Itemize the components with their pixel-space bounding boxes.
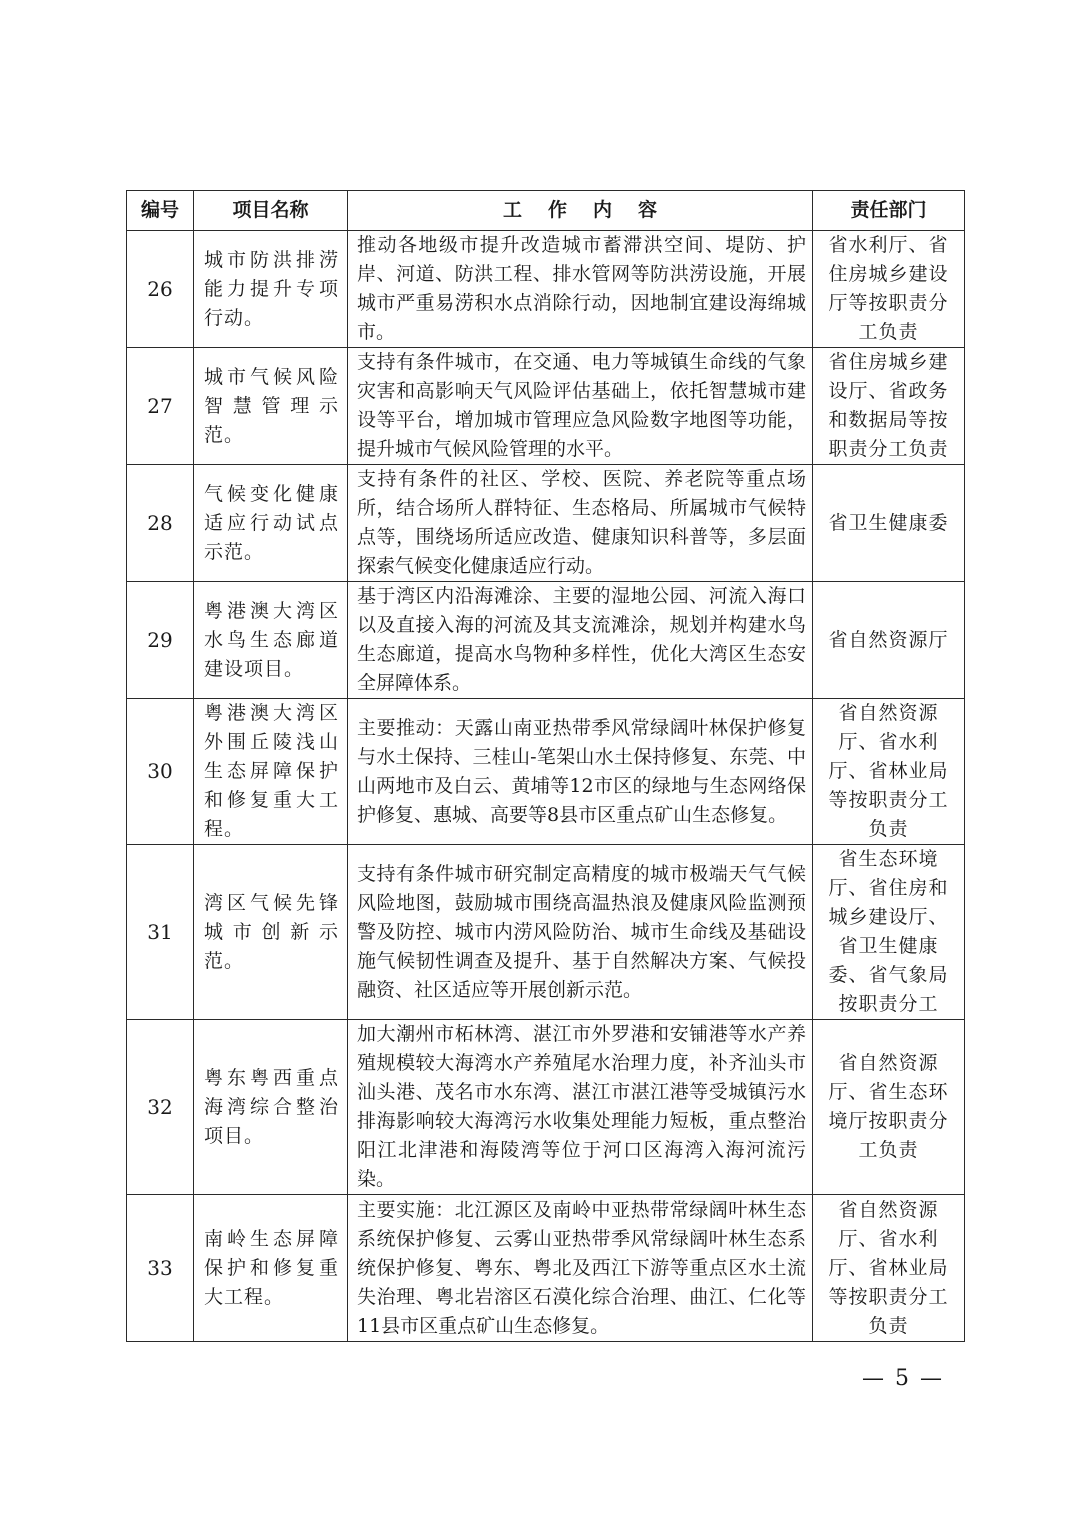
responsible-department: 省自然资源厅、省水利厅、省林业局等按职责分工负责 — [813, 1195, 965, 1342]
work-content: 支持有条件城市研究制定高精度的城市极端天气气候风险地图，鼓励城市围绕高温热浪及健康风险监测预警及防控、城市内涝风险防治、城市生命线及基础设施气候韧性调查及提升、基于自然解决方案、气候投融资、社区适应等开展创新示范。 — [348, 845, 813, 1020]
project-name: 南岭生态屏障保护和修复重大工程。 — [194, 1195, 348, 1342]
row-number: 28 — [127, 465, 194, 582]
responsible-department: 省住房城乡建设厅、省政务和数据局等按职责分工负责 — [813, 348, 965, 465]
table-row — [127, 348, 965, 465]
work-content: 支持有条件城市，在交通、电力等城镇生命线的气象灾害和高影响天气风险评估基础上，依托智慧城市建设等平台，增加城市管理应急风险数字地图等功能，提升城市气候风险管理的水平。 — [348, 348, 813, 465]
table-row — [127, 1195, 965, 1342]
responsible-department: 省自然资源厅、省水利厅、省林业局等按职责分工负责 — [813, 699, 965, 845]
responsible-department: 省生态环境厅、省住房和城乡建设厅、省卫生健康委、省气象局按职责分工 — [813, 845, 965, 1020]
project-name: 气候变化健康适应行动试点示范。 — [194, 465, 348, 582]
row-number: 32 — [127, 1020, 194, 1195]
project-name: 城市防洪排涝能力提升专项行动。 — [194, 231, 348, 348]
header-name: 项目名称 — [194, 191, 348, 231]
responsible-department: 省水利厅、省住房城乡建设厅等按职责分工负责 — [813, 231, 965, 348]
project-name: 城市气候风险智慧管理示范。 — [194, 348, 348, 465]
project-name: 粤港澳大湾区水鸟生态廊道建设项目。 — [194, 582, 348, 699]
table-row — [127, 1020, 965, 1195]
row-number: 33 — [127, 1195, 194, 1342]
work-content: 支持有条件的社区、学校、医院、养老院等重点场所，结合场所人群特征、生态格局、所属城市气候特点等，围绕场所适应改造、健康知识科普等，多层面探索气候变化健康适应行动。 — [348, 465, 813, 582]
table-row — [127, 231, 965, 348]
table-row — [127, 699, 965, 845]
header-content: 工作内容 — [348, 191, 813, 231]
table-row — [127, 465, 965, 582]
row-number: 29 — [127, 582, 194, 699]
work-content: 主要实施：北江源区及南岭中亚热带常绿阔叶林生态系统保护修复、云雾山亚热带季风常绿阔叶林生态系统保护修复、粤东、粤北及西江下游等重点区水土流失治理、粤北岩溶区石漠化综合治理、曲江、仁化等11县市区重点矿山生态修复。 — [348, 1195, 813, 1342]
row-number: 27 — [127, 348, 194, 465]
header-dept: 责任部门 — [813, 191, 965, 231]
work-content: 主要推动：天露山南亚热带季风常绿阔叶林保护修复与水土保持、三桂山-笔架山水土保持修复、东莞、中山两地市及白云、黄埔等12市区的绿地与生态网络保护修复、惠城、高要等8县市区重点矿山生态修复。 — [348, 699, 813, 845]
table-row — [127, 845, 965, 1020]
project-table — [126, 190, 965, 1342]
responsible-department: 省自然资源厅、省生态环境厅按职责分工负责 — [813, 1020, 965, 1195]
project-name: 湾区气候先锋城市创新示范。 — [194, 845, 348, 1020]
table-header-row — [127, 191, 965, 231]
project-name: 粤港澳大湾区外围丘陵浅山生态屏障保护和修复重大工程。 — [194, 699, 348, 845]
work-content: 加大潮州市柘林湾、湛江市外罗港和安铺港等水产养殖规模较大海湾水产养殖尾水治理力度，补齐汕头市汕头港、茂名市水东湾、湛江市湛江港等受城镇污水排海影响较大海湾污水收集处理能力短板，重点整治阳江北津港和海陵湾等位于河口区海湾入海河流污染。 — [348, 1020, 813, 1195]
header-num: 编号 — [127, 191, 194, 231]
project-name: 粤东粤西重点海湾综合整治项目。 — [194, 1020, 348, 1195]
responsible-department: 省自然资源厅 — [813, 582, 965, 699]
row-number: 30 — [127, 699, 194, 845]
table-row — [127, 582, 965, 699]
row-number: 26 — [127, 231, 194, 348]
work-content: 推动各地级市提升改造城市蓄滞洪空间、堤防、护岸、河道、防洪工程、排水管网等防洪涝设施，开展城市严重易涝积水点消除行动，因地制宜建设海绵城市。 — [348, 231, 813, 348]
responsible-department: 省卫生健康委 — [813, 465, 965, 582]
page-number: — 5 — — [862, 1366, 944, 1391]
row-number: 31 — [127, 845, 194, 1020]
work-content: 基于湾区内沿海滩涂、主要的湿地公园、河流入海口以及直接入海的河流及其支流滩涂，规划并构建水鸟生态廊道，提高水鸟物种多样性，优化大湾区生态安全屏障体系。 — [348, 582, 813, 699]
